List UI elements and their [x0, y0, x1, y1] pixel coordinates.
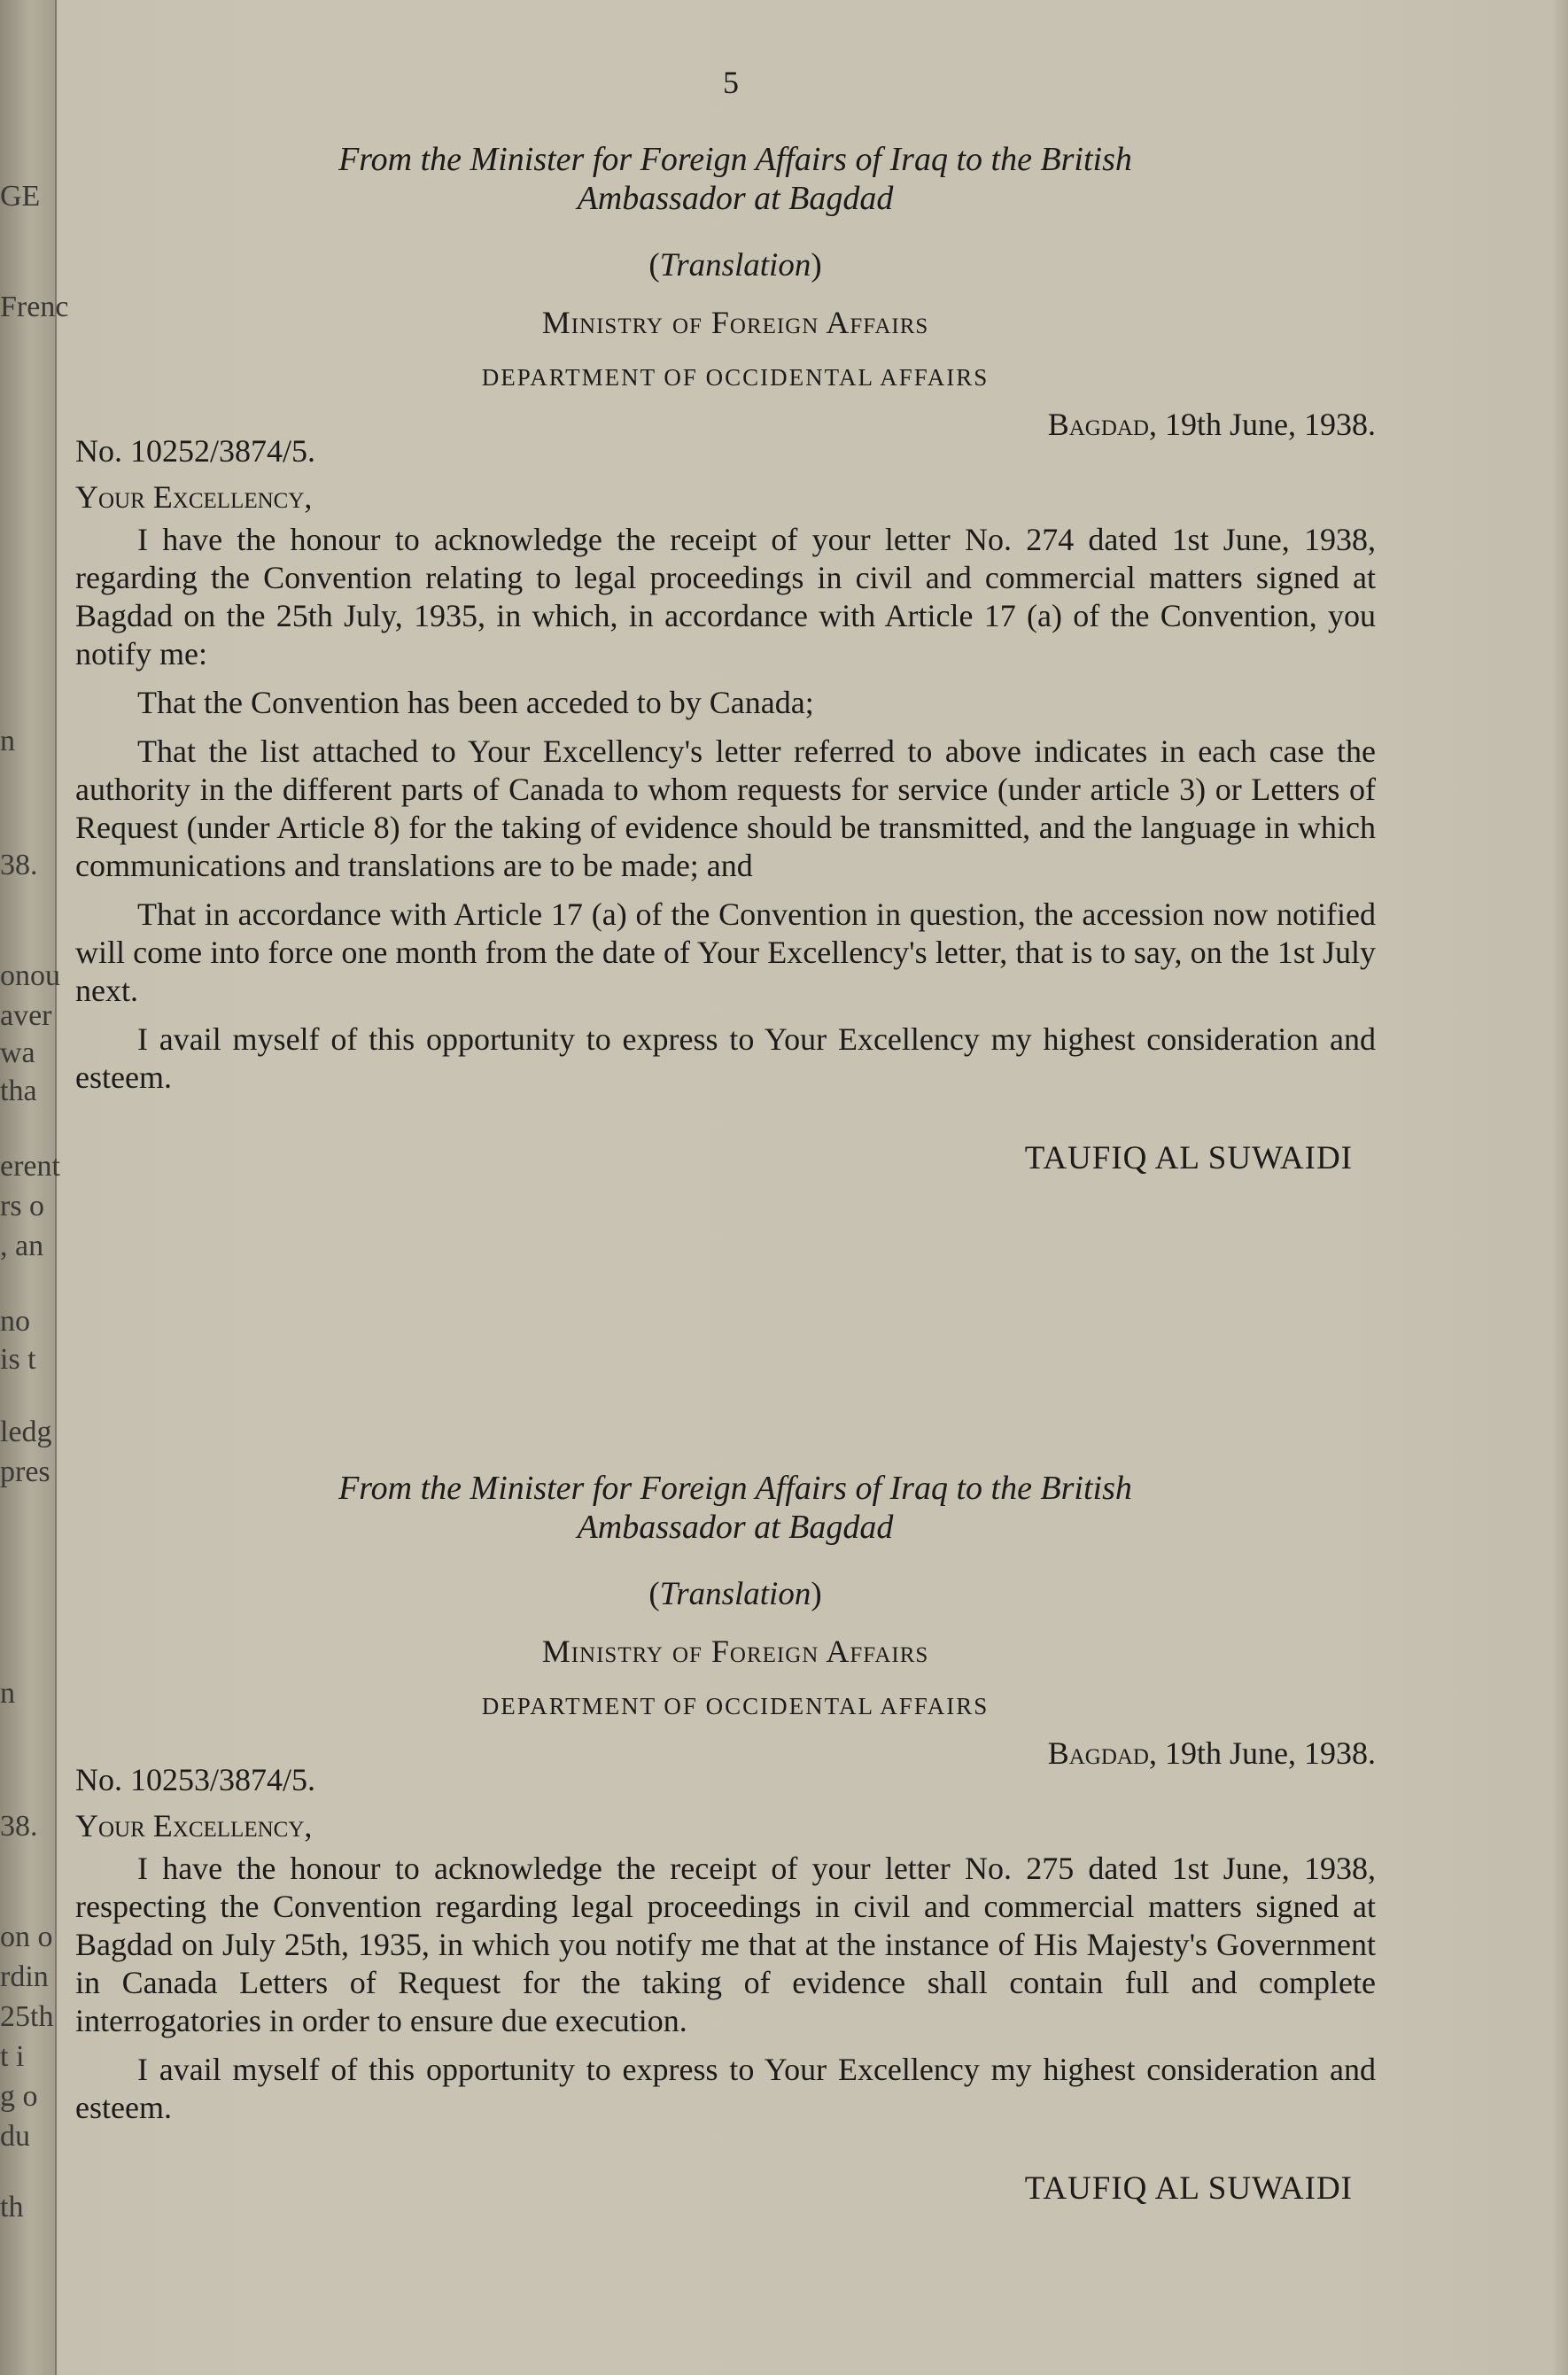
letter-heading-line2: Ambassador at Bagdad	[577, 180, 894, 217]
paragraph: I have the honour to acknowledge the receipt of your letter No. 275 dated 1st June, 1938, respecting the Convention regarding legal proceedings in civil and commercial matters signed at Bagdad on July 25th, 1935, in which you notify me that at the instance of His Majesty's Government in Canada Letters of Request for the taking of evidence shall contain full and complete interrogatories in order to ensure due execution.	[75, 1851, 1376, 2038]
letter-heading-line1: From the Minister for Foreign Affairs of Iraq to the British	[338, 141, 1132, 178]
salutation: Your Excellency,	[75, 1808, 313, 1843]
margin-bleed-text: n	[0, 725, 15, 757]
translation-text: Translation	[659, 247, 811, 283]
reference-number: No. 10252/3874/5.	[75, 433, 316, 469]
dateline	[1048, 1735, 1376, 1772]
paragraph: I have the honour to acknowledge the receipt of your letter No. 274 dated 1st June, 1938, regarding the Convention relating to legal proceedings in civil and commercial matters signed at Bagdad on the 25th July, 1935, in which, in accordance with Article 17 (a) of the Convention, you notify me:	[75, 522, 1376, 671]
ministry-name: Ministry of Foreign Affairs	[541, 305, 929, 340]
dateline	[1048, 406, 1376, 443]
margin-bleed-text: g o	[0, 2080, 38, 2113]
department-name: DEPARTMENT OF OCCIDENTAL AFFAIRS	[481, 1693, 990, 1719]
margin-bleed-text: ledg	[0, 1416, 52, 1448]
margin-bleed-text: th	[0, 2191, 24, 2224]
paragraph: That in accordance with Article 17 (a) of the Convention in question, the accession now notified will come into force one month from the date of Your Excellency's letter, that is to say, on the 1st July next.	[75, 896, 1376, 1008]
meta-row	[75, 1729, 1395, 1798]
page-number: 5	[723, 65, 739, 100]
margin-bleed-text: no	[0, 1305, 30, 1338]
place-name: Bagdad,	[1047, 1735, 1157, 1771]
letter-heading-line1: From the Minister for Foreign Affairs of Iraq to the British	[338, 1470, 1132, 1507]
margin-bleed-text: wa	[0, 1036, 35, 1069]
paragraph: That the list attached to Your Excellency's letter referred to above indicates in each case the authority in the different parts of Canada to whom requests for service (under article 3) or Letters of Request (under Article 8) for the taking of evidence should be transmitted, and the language in which communications and translations are to be made; and	[75, 733, 1376, 883]
margin-bleed-text: aver	[0, 999, 52, 1032]
ministry-name: Ministry of Foreign Affairs	[541, 1634, 929, 1669]
letter-date: 19th June, 1938.	[1165, 407, 1376, 442]
letter-heading-line2: Ambassador at Bagdad	[577, 1509, 894, 1546]
margin-bleed-text: 38.	[0, 849, 38, 881]
translation-label: (Translation)	[648, 247, 822, 283]
margin-bleed-text: t i	[0, 2040, 25, 2073]
margin-bleed-text: onou	[0, 959, 60, 992]
margin-bleed-text: Frenc	[0, 291, 69, 323]
margin-bleed-text: , an	[0, 1230, 44, 1262]
department-name: DEPARTMENT OF OCCIDENTAL AFFAIRS	[481, 364, 990, 391]
margin-bleed-text: pres	[0, 1455, 50, 1488]
salutation: Your Excellency,	[75, 479, 313, 515]
place-name: Bagdad,	[1047, 407, 1157, 442]
margin-bleed-text: 25th	[0, 2000, 54, 2033]
meta-row	[75, 400, 1395, 470]
margin-bleed-text: erent	[0, 1150, 60, 1183]
margin-bleed-text: n	[0, 1677, 15, 1710]
paragraph: That the Convention has been acceded to by Canada;	[137, 685, 814, 720]
letter-date: 19th June, 1938.	[1165, 1735, 1376, 1771]
margin-bleed-text: GE	[0, 180, 41, 213]
signature: TAUFIQ AL SUWAIDI	[1024, 1140, 1353, 1176]
margin-bleed-text: rdin	[0, 1960, 49, 1993]
letter-2	[75, 1469, 1395, 2208]
translation-text: Translation	[659, 1576, 811, 1612]
margin-bleed-text: rs o	[0, 1190, 45, 1222]
margin-bleed-text: on o	[0, 1921, 53, 1953]
reference-number: No. 10253/3874/5.	[75, 1762, 316, 1797]
paragraph: I avail myself of this opportunity to express to Your Excellency my highest consideration and esteem.	[75, 2052, 1376, 2125]
margin-bleed-text: 38.	[0, 1810, 38, 1843]
page-edge-shadow	[1552, 0, 1568, 2375]
signature: TAUFIQ AL SUWAIDI	[1024, 2170, 1353, 2207]
translation-label: (Translation)	[648, 1576, 822, 1612]
margin-bleed-text: du	[0, 2120, 30, 2153]
letter-1	[75, 140, 1395, 1177]
margin-bleed-text: is t	[0, 1343, 36, 1376]
paragraph: I avail myself of this opportunity to express to Your Excellency my highest consideration and esteem.	[75, 1021, 1376, 1095]
margin-bleed-text: tha	[0, 1075, 37, 1107]
